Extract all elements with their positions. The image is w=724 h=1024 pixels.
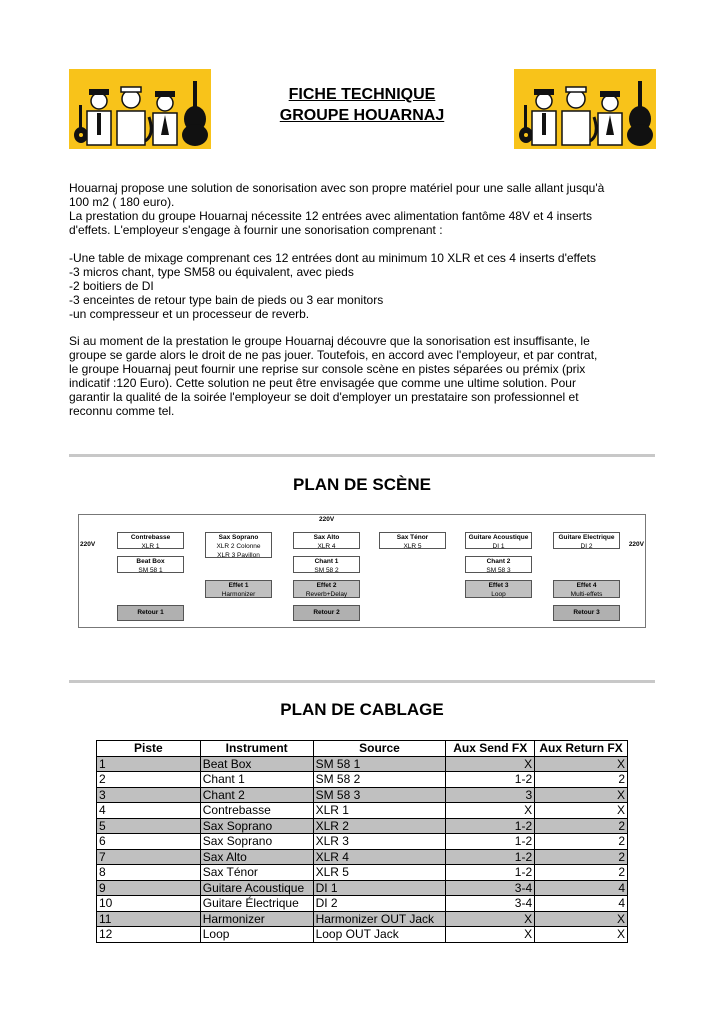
requirement-item: -3 enceintes de retour type bain de pieds ou 3 ear monitors	[69, 293, 384, 307]
effect-type: Loop	[491, 591, 506, 598]
cell-source: XLR 4	[313, 849, 446, 865]
cell-piste: 12	[97, 927, 201, 943]
effect-name: Effet 3	[488, 582, 509, 589]
instrument-source: XLR 1	[141, 543, 160, 550]
requirement-item: -3 micros chant, type SM58 ou équivalent, avec pieds	[69, 265, 354, 279]
cell-piste: 10	[97, 896, 201, 912]
cabling-table	[96, 740, 628, 943]
cell-piste: 2	[97, 772, 201, 788]
cell-source: XLR 1	[313, 803, 446, 819]
vocal-box-beat-box	[117, 556, 184, 573]
effect-type: Reverb+Delay	[305, 591, 348, 598]
cell-piste: 4	[97, 803, 201, 819]
conditions-paragraph	[69, 334, 659, 418]
monitor-return-3: Retour 3	[553, 605, 620, 621]
vocal-box-chant-2	[465, 556, 532, 573]
cell-piste: 1	[97, 756, 201, 772]
instrument-source-2: XLR 3 Pavillon	[217, 552, 260, 559]
cell-instrument: Loop	[200, 927, 313, 943]
cell-source: DI 1	[313, 880, 446, 896]
cell-aux-send: 1-2	[446, 818, 535, 834]
intro-line: Houarnaj propose une solution de sonorisation avec son propre matériel pour une salle allant jusqu'à	[69, 181, 605, 195]
cell-source: Loop OUT Jack	[313, 927, 446, 943]
stage-plan-diagram	[78, 514, 646, 628]
cell-aux-send: X	[446, 756, 535, 772]
cell-piste: 9	[97, 880, 201, 896]
intro-paragraph	[69, 181, 659, 237]
cell-source: Harmonizer OUT Jack	[313, 911, 446, 927]
section-divider	[69, 454, 655, 457]
power-label-right: 220V	[628, 541, 644, 548]
cell-source: XLR 3	[313, 834, 446, 850]
effect-name: Effet 2	[316, 582, 337, 589]
cell-source: SM 58 1	[313, 756, 446, 772]
band-logo-left	[69, 69, 211, 149]
vocal-source: SM 58 1	[138, 567, 163, 574]
cell-aux-return: 4	[535, 896, 628, 912]
stage-plan-title: PLAN DE SCÈNE	[293, 475, 431, 494]
cell-piste: 6	[97, 834, 201, 850]
instrument-name: Guitare Electrique	[558, 534, 615, 541]
cell-piste: 11	[97, 911, 201, 927]
cell-aux-send: X	[446, 927, 535, 943]
page-title	[212, 84, 512, 126]
cell-aux-send: 1-2	[446, 772, 535, 788]
cell-instrument: Guitare Acoustique	[200, 880, 313, 896]
table-row	[97, 818, 628, 834]
page-title-line-2: GROUPE HOUARNAJ	[279, 107, 445, 124]
cell-piste: 7	[97, 849, 201, 865]
instrument-source: DI 1	[492, 543, 505, 550]
table-row	[97, 772, 628, 788]
instrument-box-sax-tenor	[379, 532, 446, 549]
conditions-line: indicatif :120 Euro). Cette solution ne peut être envisagée que comme une ultime solution. Pour	[69, 376, 576, 390]
table-row	[97, 834, 628, 850]
vocal-name: Chant 2	[486, 558, 511, 565]
table-row	[97, 803, 628, 819]
effect-name: Effet 4	[576, 582, 597, 589]
intro-line: d'effets. L'employeur s'engage à fournir une sonorisation comprenant :	[69, 223, 443, 237]
table-row	[97, 927, 628, 943]
instrument-name: Sax Soprano	[218, 534, 259, 541]
instrument-box-guitare-electrique	[553, 532, 620, 549]
requirement-item: -un compresseur et un processeur de reverb.	[69, 307, 310, 321]
cell-aux-return: X	[535, 911, 628, 927]
cell-instrument: Sax Soprano	[200, 834, 313, 850]
cell-aux-return: X	[535, 756, 628, 772]
vocal-source: SM 58 2	[314, 567, 339, 574]
column-header-piste: Piste	[97, 741, 201, 757]
vocal-box-chant-1	[293, 556, 360, 573]
instrument-name: Sax Ténor	[396, 534, 429, 541]
effect-box-1	[205, 580, 272, 598]
cell-instrument: Harmonizer	[200, 911, 313, 927]
effect-type: Multi-effets	[570, 591, 603, 598]
monitor-return-1: Retour 1	[117, 605, 184, 621]
cell-instrument: Chant 1	[200, 772, 313, 788]
cell-aux-send: 3-4	[446, 880, 535, 896]
cell-aux-send: 3-4	[446, 896, 535, 912]
conditions-line: Si au moment de la prestation le groupe Houarnaj découvre que la sonorisation est insuffisante, le	[69, 334, 590, 348]
cell-source: SM 58 2	[313, 772, 446, 788]
conditions-line: groupe se garde alors le droit de ne pas jouer. Toutefois, en accord avec l'employeur, et par contrat,	[69, 348, 598, 362]
page-title-line-1: FICHE TECHNIQUE	[288, 86, 436, 103]
cell-aux-return: 4	[535, 880, 628, 896]
instrument-box-contrebasse	[117, 532, 184, 549]
instrument-source: XLR 2 Colonne	[216, 543, 261, 550]
cell-aux-return: X	[535, 787, 628, 803]
conditions-line: le groupe Houarnaj peut fournir une reprise sur console scène en pistes séparées ou prémix (prix	[69, 362, 586, 376]
cell-aux-send: 1-2	[446, 834, 535, 850]
table-row	[97, 849, 628, 865]
instrument-name: Contrebasse	[130, 534, 171, 541]
vocal-name: Chant 1	[314, 558, 339, 565]
effect-box-2	[293, 580, 360, 598]
column-header-instrument: Instrument	[200, 741, 313, 757]
table-row	[97, 756, 628, 772]
cell-aux-send: X	[446, 911, 535, 927]
cell-source: SM 58 3	[313, 787, 446, 803]
conditions-line: garantir la qualité de la soirée l'employeur se doit d'employer un prestataire son professionnel et	[69, 390, 579, 404]
requirement-item: -Une table de mixage comprenant ces 12 entrées dont au minimum 10 XLR et ces 4 inserts d'effets	[69, 251, 597, 265]
instrument-name: Sax Alto	[313, 534, 340, 541]
power-label-left: 220V	[80, 541, 96, 548]
table-row	[97, 880, 628, 896]
musicians-illustration-icon	[514, 69, 656, 149]
cell-instrument: Chant 2	[200, 787, 313, 803]
power-label-top: 220V	[319, 516, 335, 523]
instrument-box-sax-soprano	[205, 532, 272, 558]
section-divider	[69, 680, 655, 683]
conditions-line: reconnu comme tel.	[69, 404, 175, 418]
column-header-aux-send: Aux Send FX	[446, 741, 535, 757]
cell-source: XLR 2	[313, 818, 446, 834]
table-row	[97, 896, 628, 912]
cell-instrument: Contrebasse	[200, 803, 313, 819]
cell-source: DI 2	[313, 896, 446, 912]
cell-aux-send: 1-2	[446, 865, 535, 881]
cabling-plan-title: PLAN DE CABLAGE	[280, 700, 444, 719]
cell-aux-return: X	[535, 803, 628, 819]
cell-piste: 3	[97, 787, 201, 803]
column-header-aux-return: Aux Return FX	[535, 741, 628, 757]
cell-aux-return: 2	[535, 865, 628, 881]
cell-aux-send: 1-2	[446, 849, 535, 865]
effect-box-4	[553, 580, 620, 598]
cell-aux-return: 2	[535, 834, 628, 850]
requirements-list	[69, 251, 659, 321]
instrument-box-sax-alto	[293, 532, 360, 549]
instrument-source: DI 2	[580, 543, 593, 550]
vocal-source: SM 58 3	[486, 567, 511, 574]
instrument-source: XLR 5	[403, 543, 422, 550]
requirement-item: -2 boitiers de DI	[69, 279, 154, 293]
table-row	[97, 865, 628, 881]
cell-piste: 5	[97, 818, 201, 834]
effect-name: Effet 1	[228, 582, 249, 589]
instrument-box-guitare-acoustique	[465, 532, 532, 549]
table-row	[97, 911, 628, 927]
instrument-name: Guitare Acoustique	[468, 534, 529, 541]
cell-aux-send: 3	[446, 787, 535, 803]
cell-instrument: Sax Soprano	[200, 818, 313, 834]
cell-piste: 8	[97, 865, 201, 881]
cell-aux-return: 2	[535, 772, 628, 788]
intro-line: La prestation du groupe Houarnaj nécessite 12 entrées avec alimentation fantôme 48V et 4 inserts	[69, 209, 592, 223]
cell-aux-return: 2	[535, 818, 628, 834]
table-header-row	[97, 741, 628, 757]
cell-instrument: Sax Alto	[200, 849, 313, 865]
cell-instrument: Sax Ténor	[200, 865, 313, 881]
monitor-return-2: Retour 2	[293, 605, 360, 621]
cell-aux-send: X	[446, 803, 535, 819]
cell-aux-return: 2	[535, 849, 628, 865]
intro-line: 100 m2 ( 180 euro).	[69, 195, 175, 209]
effect-type: Harmonizer	[221, 591, 256, 598]
vocal-name: Beat Box	[136, 558, 165, 565]
table-row	[97, 787, 628, 803]
cell-instrument: Beat Box	[200, 756, 313, 772]
cell-source: XLR 5	[313, 865, 446, 881]
band-logo-right	[514, 69, 656, 149]
cell-instrument: Guitare Électrique	[200, 896, 313, 912]
musicians-illustration-icon	[69, 69, 211, 149]
column-header-source: Source	[313, 741, 446, 757]
instrument-source: XLR 4	[317, 543, 336, 550]
cell-aux-return: X	[535, 927, 628, 943]
effect-box-3	[465, 580, 532, 598]
